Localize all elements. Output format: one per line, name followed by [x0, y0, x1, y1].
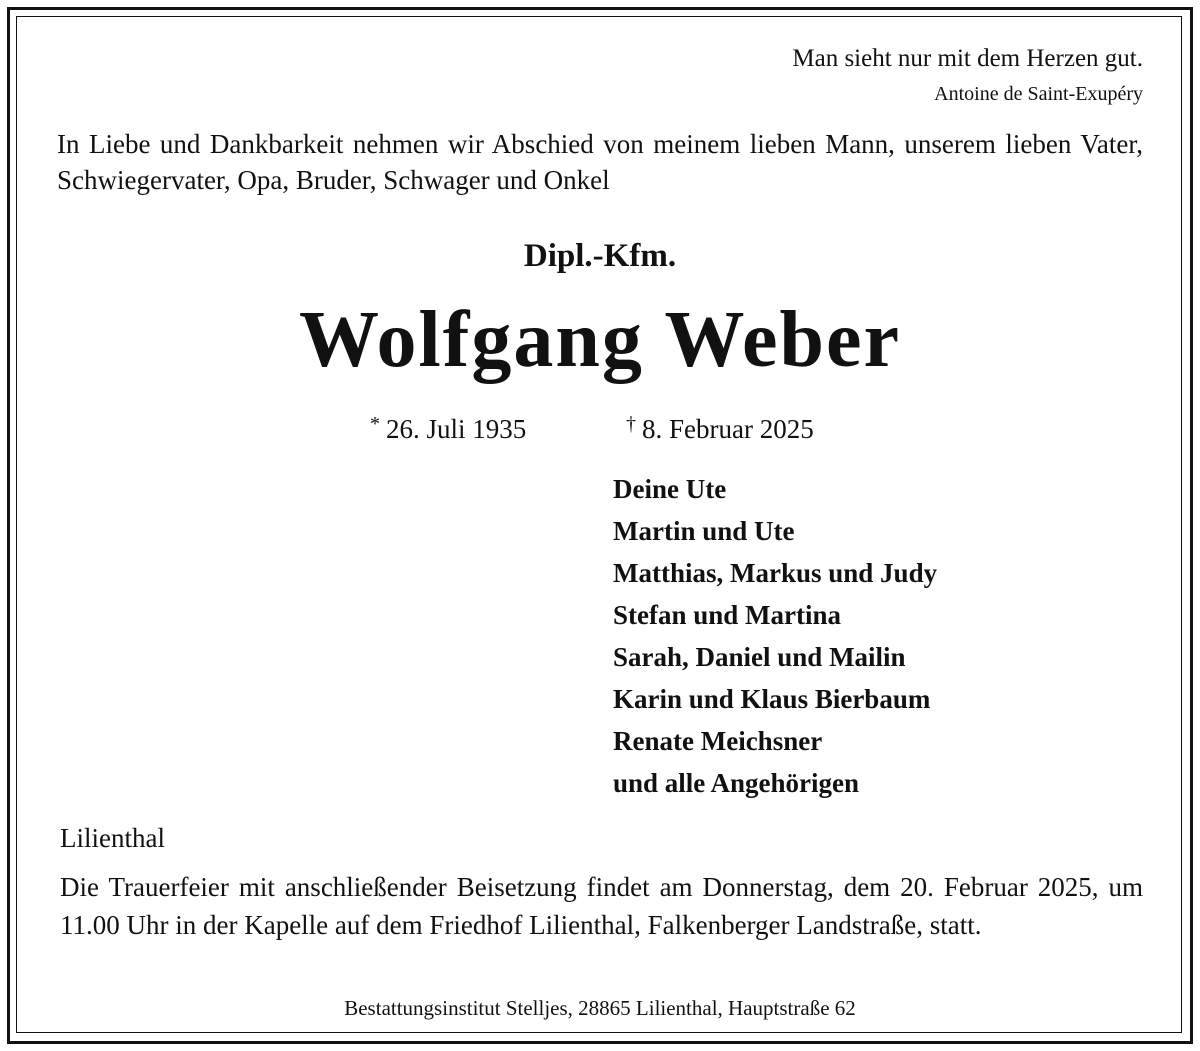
- deceased-name: Wolfgang Weber: [298, 296, 902, 384]
- mourner: Renate Meichsner: [613, 726, 823, 756]
- mourner: Matthias, Markus und Judy: [613, 558, 938, 588]
- intro-text: In Liebe und Dankbarkeit nehmen wir Abschied von meinem lieben Mann, unserem lieben Vater, Schwiegervater, Opa, Bruder, Schwager und Onkel: [57, 129, 1143, 195]
- mourner: Karin und Klaus Bierbaum: [613, 684, 931, 714]
- birth-star-icon: *: [370, 413, 380, 435]
- death-cross-icon: †: [626, 413, 636, 435]
- undertaker-line: Bestattungsinstitut Stelljes, 28865 Lilienthal, Hauptstraße 62: [344, 996, 856, 1020]
- obituary-notice: [57, 30, 1143, 1030]
- mourner: Sarah, Daniel und Mailin: [613, 642, 906, 672]
- death-date: [626, 406, 814, 447]
- mourner: und alle Angehörigen: [613, 768, 860, 798]
- mourner: Stefan und Martina: [613, 600, 842, 630]
- death-date-text: 8. Februar 2025: [642, 414, 814, 444]
- mourner: Deine Ute: [613, 474, 727, 504]
- mourners-list: [613, 468, 937, 804]
- academic-title-text: Dipl.-Kfm.: [523, 238, 677, 274]
- birth-date-text: 26. Juli 1935: [386, 414, 527, 444]
- place-name: Lilienthal: [60, 823, 165, 853]
- birth-date: [370, 406, 526, 447]
- mourner: Martin und Ute: [613, 516, 795, 546]
- epigraph-quote: Man sieht nur mit dem Herzen gut.: [792, 45, 1143, 72]
- academic-title: [57, 236, 1143, 276]
- epigraph-author: Antoine de Saint-Exupéry: [934, 83, 1143, 105]
- funeral-notice: Die Trauerfeier mit anschließender Beisetzung findet am Donnerstag, dem 20. Februar 2025, um 11.00 Uhr in der Kapelle auf dem Friedhof Lilienthal, Falkenberger Landstraße, statt.: [60, 872, 1143, 940]
